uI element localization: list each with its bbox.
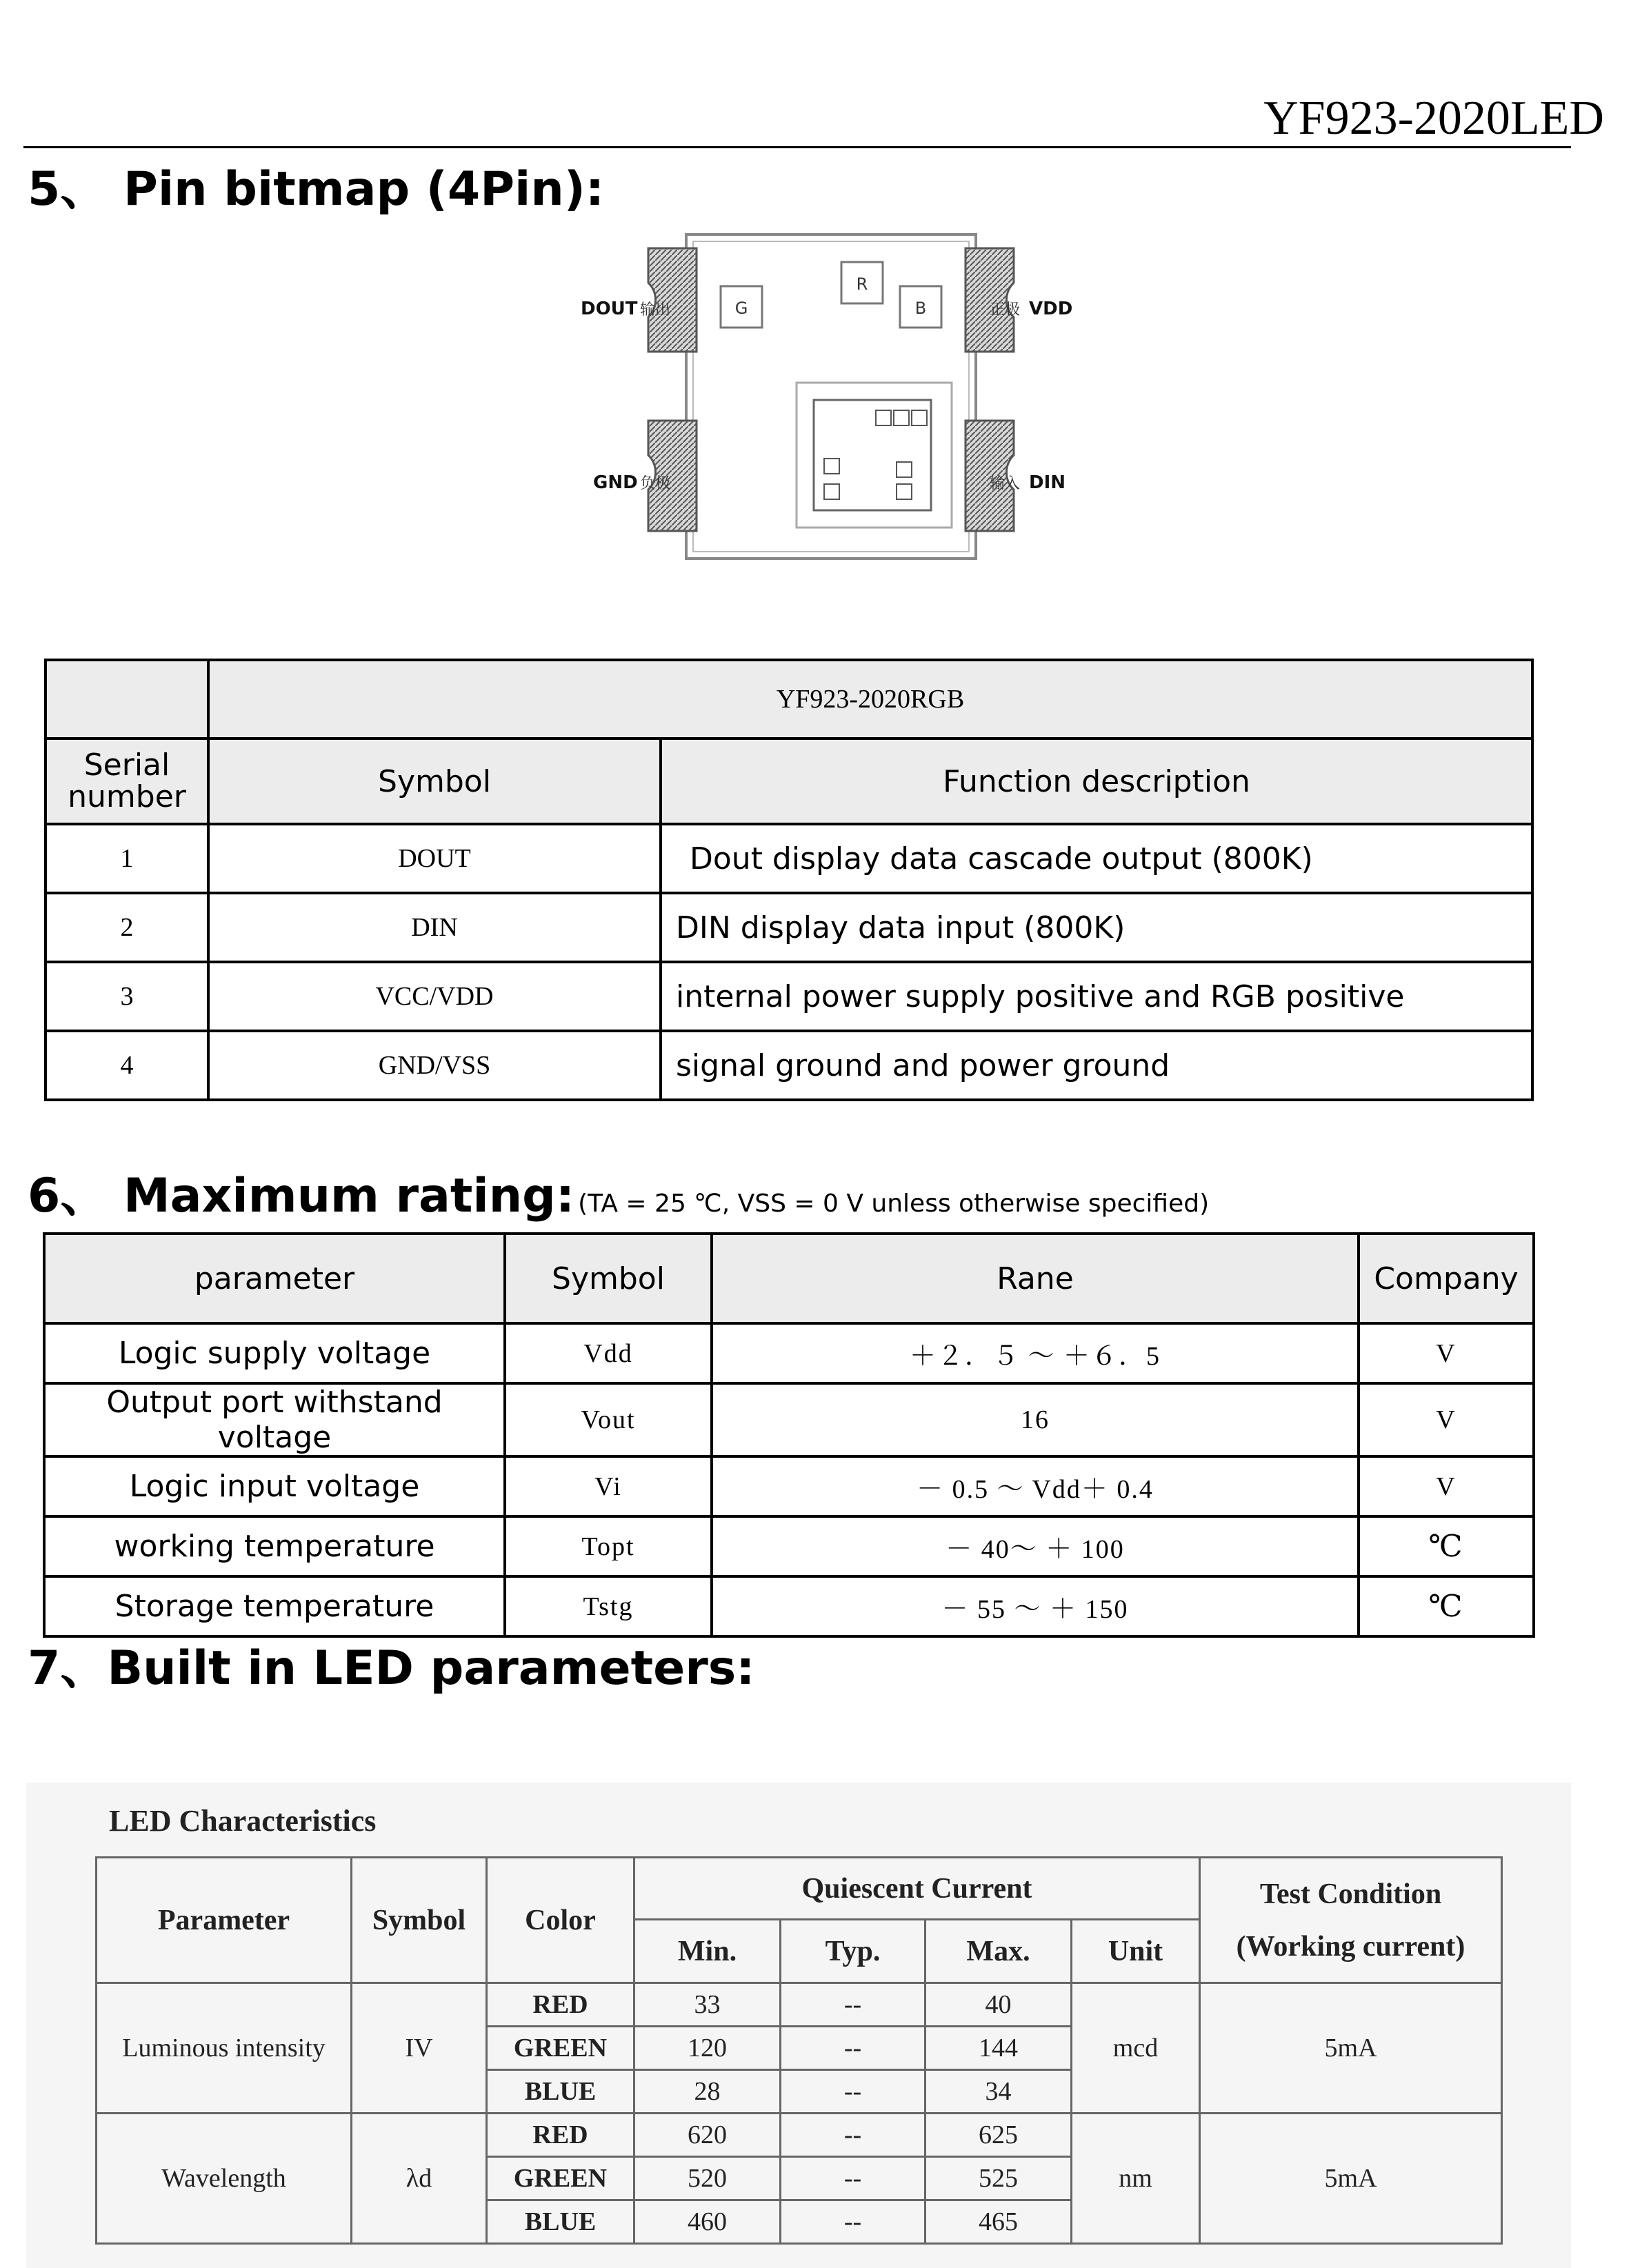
symbol-cell: DOUT [208,824,661,893]
function-cell: DIN display data input (800K) [661,893,1532,962]
die-b-label: B [914,299,927,318]
pin-din-label: DIN [1029,472,1066,493]
pin-vdd-label: VDD [1029,299,1073,319]
pin-vdd-cn: 正极 [990,301,1021,319]
led-max-cell: 144 [925,2027,1072,2070]
led-test-cell: 5mA [1200,2114,1502,2244]
led-typ-cell: -- [781,1983,925,2027]
range-cell: 16 [712,1383,1359,1456]
led-min-cell: 28 [634,2070,781,2114]
led-panel-title: LED Characteristics [109,1804,377,1838]
unit-cell: V [1359,1383,1534,1456]
pin-gnd-cn: 负极 [640,475,671,492]
led-min-cell: 120 [634,2027,781,2070]
rating-header: Company [1359,1234,1534,1323]
serial-cell: 4 [46,1031,208,1100]
doc-model-header: YF923-2020LED [1263,92,1604,145]
table-row [44,1383,1534,1456]
led-color-red: RED [487,2114,634,2157]
range-cell: － 0.5 ～ Vdd＋ 0.4 [712,1456,1359,1516]
led-max-cell: 465 [925,2200,1072,2244]
led-header-unit: Unit [1072,1920,1200,1983]
range-cell: ＋２．５ ～ ＋６．5 [712,1323,1359,1383]
param-cell: Logic supply voltage [44,1323,505,1383]
pin-table-product: YF923-2020RGB [208,660,1532,739]
range-cell: － 40～ ＋ 100 [712,1516,1359,1576]
die-r-label: R [856,274,868,294]
symbol-cell: Vi [505,1456,712,1516]
function-cell: internal power supply positive and RGB positive [661,962,1532,1031]
led-unit-cell: nm [1072,2114,1200,2244]
table-row [46,962,1532,1031]
section6-heading [28,1158,1209,1225]
table-row [46,893,1532,962]
led-min-cell: 520 [634,2157,781,2200]
table-row [97,1983,1502,2027]
led-typ-cell: -- [781,2070,925,2114]
pin-function-table [44,659,1534,1101]
pin-gnd-label: GND [593,472,638,493]
table-row [44,1456,1534,1516]
led-max-cell: 34 [925,2070,1072,2114]
function-cell: Dout display data cascade output (800K) [661,824,1532,893]
ic-chip [797,383,952,528]
symbol-cell: DIN [208,893,661,962]
led-max-cell: 625 [925,2114,1072,2157]
led-symbol-cell: λd [352,2114,487,2244]
pin-table-header: Function description [661,739,1532,824]
led-min-cell: 33 [634,1983,781,2027]
pin-table-blank [46,660,208,739]
led-header-test [1200,1858,1502,1983]
table-row [46,1031,1532,1100]
table-row [44,1323,1534,1383]
rating-header: parameter [44,1234,505,1323]
pin-dout-label: DOUT [581,299,638,319]
unit-cell: V [1359,1323,1534,1383]
led-min-cell: 620 [634,2114,781,2157]
led-header-test-sub: (Working current) [1236,1930,1465,1963]
led-header-parameter: Parameter [97,1858,352,1983]
serial-cell: 2 [46,893,208,962]
led-header-color: Color [487,1858,634,1983]
led-param-cell: Wavelength [97,2114,352,2244]
table-row [97,2114,1502,2157]
pin-din-cn: 输入 [990,475,1021,492]
unit-cell: ℃ [1359,1516,1534,1576]
symbol-cell: GND/VSS [208,1031,661,1100]
led-color-blue: BLUE [487,2200,634,2244]
range-cell: － 55 ～ ＋ 150 [712,1576,1359,1636]
symbol-cell: Topt [505,1516,712,1576]
led-characteristics-table [95,1856,1503,2245]
unit-cell: ℃ [1359,1576,1534,1636]
pad-vdd [965,248,1014,352]
pad-dout [648,248,697,352]
led-color-green: GREEN [487,2157,634,2200]
led-min-cell: 460 [634,2200,781,2244]
led-unit-cell: mcd [1072,1983,1200,2114]
header-rule [23,146,1571,148]
led-symbol-cell: IV [352,1983,487,2114]
die-g-label: G [734,299,748,318]
param-cell: working temperature [44,1516,505,1576]
led-color-blue: BLUE [487,2070,634,2114]
pin-dout-cn: 输出 [640,301,671,319]
symbol-cell: Vdd [505,1323,712,1383]
led-header-test-title: Test Condition [1259,1878,1442,1910]
table-row [44,1576,1534,1636]
symbol-cell: Vout [505,1383,712,1456]
led-color-red: RED [487,1983,634,2027]
led-header-typ: Typ. [781,1920,925,1983]
section5-title: 5、 Pin bitmap (4Pin): [28,162,605,217]
led-typ-cell: -- [781,2200,925,2244]
section6-title: 6、 Maximum rating: [28,1169,575,1223]
section6-subtitle: (TA = 25 ℃, VSS = 0 V unless otherwise specified) [578,1190,1210,1218]
led-param-cell: Luminous intensity [97,1983,352,2114]
symbol-cell: Tstg [505,1576,712,1636]
pin-table-header: Serial number [46,739,208,824]
table-row [44,1516,1534,1576]
led-header-max: Max. [925,1920,1072,1983]
led-max-cell: 40 [925,1983,1072,2027]
led-typ-cell: -- [781,2114,925,2157]
led-header-symbol: Symbol [352,1858,487,1983]
led-test-cell: 5mA [1200,1983,1502,2114]
function-cell: signal ground and power ground [661,1031,1532,1100]
rating-header: Symbol [505,1234,712,1323]
serial-cell: 1 [46,824,208,893]
section7-title: 7、Built in LED parameters: [28,1641,755,1696]
led-typ-cell: -- [781,2027,925,2070]
table-row [46,824,1532,893]
symbol-cell: VCC/VDD [208,962,661,1031]
led-typ-cell: -- [781,2157,925,2200]
max-rating-table [43,1232,1535,1638]
pin-table-header: Symbol [208,739,661,824]
rating-header: Rane [712,1234,1359,1323]
led-max-cell: 525 [925,2157,1072,2200]
serial-cell: 3 [46,962,208,1031]
param-cell: Logic input voltage [44,1456,505,1516]
unit-cell: V [1359,1456,1534,1516]
param-cell: Output port withstand voltage [44,1383,505,1456]
param-cell: Storage temperature [44,1576,505,1636]
pin-bitmap-diagram [572,228,1090,572]
led-color-green: GREEN [487,2027,634,2070]
led-header-min: Min. [634,1920,781,1983]
led-header-quiescent: Quiescent Current [634,1858,1200,1920]
